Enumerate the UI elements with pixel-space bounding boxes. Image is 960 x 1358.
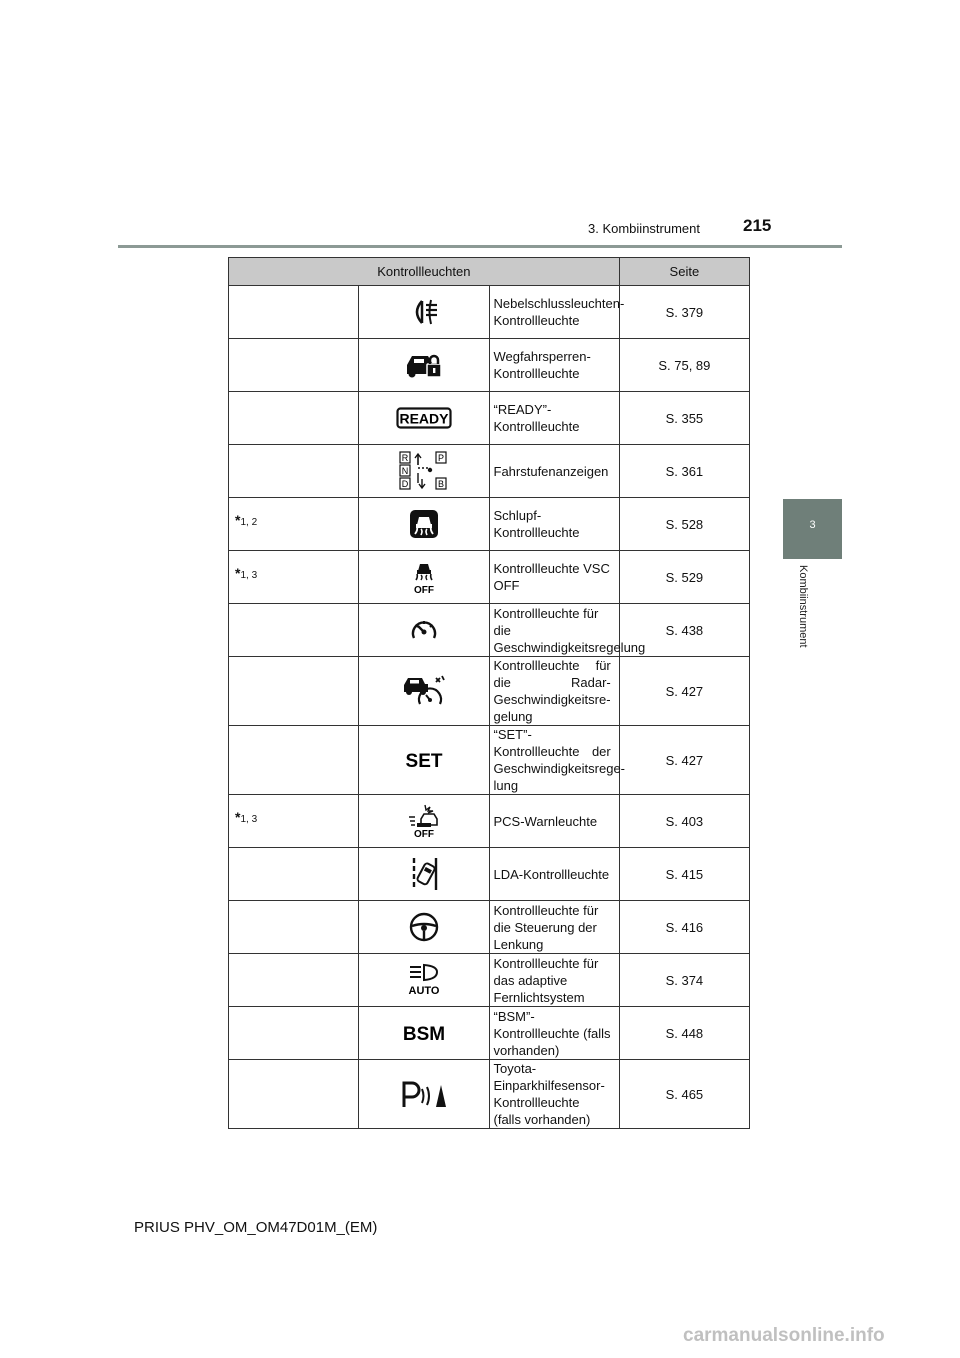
indicator-name: “READY”-Kontrollleuchte <box>489 392 619 445</box>
auto-icon-text: AUTO <box>408 985 440 997</box>
indicator-name: LDA-Kontrollleuchte <box>489 848 619 901</box>
footnote-star: * <box>235 809 241 825</box>
radar-cruise-control-icon <box>402 682 446 697</box>
table-row <box>229 901 750 954</box>
indicator-name: PCS-Warnleuchte <box>489 795 619 848</box>
row-icon-cell <box>359 286 489 339</box>
indicator-name: Kontrollleuchte für das adaptive Fernlichtsystem <box>489 954 619 1007</box>
row-icon-cell <box>359 795 489 848</box>
row-icon-cell <box>359 392 489 445</box>
row-note-cell <box>229 339 359 392</box>
pcs-off-icon-text: OFF <box>413 829 434 839</box>
indicator-name: Kontrollleuchte für die Steuerung der Lenkung <box>489 901 619 954</box>
shift-letter-n: N <box>401 466 409 476</box>
indicator-name: Kontrollleuchte für die Radar-Geschwindigkeitsre-gelung <box>489 657 619 726</box>
footnote-numbers: 1, 3 <box>240 814 258 825</box>
steering-control-icon <box>408 918 440 933</box>
row-note-cell <box>229 1007 359 1060</box>
table-row <box>229 286 750 339</box>
ready-icon <box>396 409 452 427</box>
page-reference: S. 529 <box>619 551 749 604</box>
page-reference: S. 448 <box>619 1007 749 1060</box>
footnote-mark <box>229 551 358 581</box>
indicator-name: Schlupf-Kontrollleuchte <box>489 498 619 551</box>
row-note-cell <box>229 551 359 604</box>
table-row <box>229 604 750 657</box>
table-row <box>229 1060 750 1129</box>
page-reference: S. 75, 89 <box>619 339 749 392</box>
row-icon-cell <box>359 1007 489 1060</box>
page-reference: S. 374 <box>619 954 749 1007</box>
ready-icon-text: READY <box>399 410 449 427</box>
row-note-cell <box>229 392 359 445</box>
shift-letter-d: D <box>401 479 409 489</box>
footnote-mark <box>229 498 358 528</box>
shift-letter-b: B <box>437 479 444 489</box>
row-note-cell <box>229 498 359 551</box>
pcs-warning-icon <box>407 812 441 839</box>
table-row <box>229 657 750 726</box>
row-icon-cell <box>359 604 489 657</box>
table-row <box>229 392 750 445</box>
page-reference: S. 438 <box>619 604 749 657</box>
row-icon-cell <box>359 657 489 726</box>
row-note-cell <box>229 657 359 726</box>
row-icon-cell <box>359 551 489 604</box>
document-code: PRIUS PHV_OM_OM47D01M_(EM) <box>134 1219 378 1236</box>
table-row <box>229 954 750 1007</box>
chapter-tab-label: Kombiinstrument <box>797 565 809 648</box>
indicator-name: Wegfahrsperren-Kontrollleuchte <box>489 339 619 392</box>
slip-indicator-icon <box>409 515 439 530</box>
row-note-cell <box>229 1060 359 1129</box>
row-icon-cell <box>359 445 489 498</box>
row-note-cell <box>229 286 359 339</box>
page-number: 215 <box>743 216 772 235</box>
row-note-cell <box>229 726 359 795</box>
page-reference: S. 355 <box>619 392 749 445</box>
page-reference: S. 361 <box>619 445 749 498</box>
row-icon-cell <box>359 1060 489 1129</box>
indicator-name: Kontrollleuchte für die Geschwindigkeitsregelung <box>489 604 619 657</box>
bsm-icon-text: BSM <box>402 1024 445 1045</box>
header-rule <box>118 245 842 248</box>
row-icon-cell <box>359 954 489 1007</box>
page-reference: S. 403 <box>619 795 749 848</box>
footnote-numbers: 1, 2 <box>240 517 258 528</box>
immobilizer-icon <box>404 356 444 371</box>
row-icon-cell <box>359 848 489 901</box>
rear-fog-light-icon <box>407 303 441 318</box>
page-reference: S. 465 <box>619 1060 749 1129</box>
adaptive-high-beam-icon <box>406 971 442 997</box>
table-body <box>229 286 750 1129</box>
indicator-name: Toyota-Einparkhilfesensor-Kontrollleuchte (falls vorhanden) <box>489 1060 619 1129</box>
row-icon-cell <box>359 726 489 795</box>
indicator-name: “SET”-Kontrollleuchte der Geschwindigkeitsrege-lung <box>489 726 619 795</box>
vsc-off-icon <box>407 568 441 595</box>
page-reference: S. 379 <box>619 286 749 339</box>
page-reference: S. 427 <box>619 657 749 726</box>
footnote-numbers: 1, 3 <box>240 570 258 581</box>
header-lights: Kontrollleuchten <box>229 258 620 286</box>
table-row <box>229 339 750 392</box>
table-row <box>229 848 750 901</box>
lda-icon <box>408 865 440 880</box>
indicator-name: Nebelschlussleuchten-Kontrollleuchte <box>489 286 619 339</box>
set-icon-text: SET <box>405 751 443 771</box>
indicator-name: “BSM”-Kontrollleuchte (falls vorhanden) <box>489 1007 619 1060</box>
page-reference: S. 528 <box>619 498 749 551</box>
table-row <box>229 726 750 795</box>
indicator-table <box>228 257 750 1129</box>
row-note-cell <box>229 445 359 498</box>
page-reference: S. 427 <box>619 726 749 795</box>
table-row <box>229 1007 750 1060</box>
row-note-cell <box>229 848 359 901</box>
watermark: carmanualsonline.info <box>683 1325 885 1346</box>
footnote-star: * <box>235 565 241 581</box>
table-row <box>229 445 750 498</box>
indicator-name: Fahrstufenanzeigen <box>489 445 619 498</box>
row-icon-cell <box>359 901 489 954</box>
table-row <box>229 551 750 604</box>
shift-position-icon <box>398 453 450 489</box>
shift-letter-p: P <box>437 453 444 463</box>
chapter-tab-number: 3 <box>809 519 816 531</box>
cruise-control-icon <box>408 621 440 636</box>
header-page: Seite <box>619 258 749 286</box>
table-header-row <box>229 258 750 286</box>
footnote-mark <box>229 795 358 825</box>
page-reference: S. 415 <box>619 848 749 901</box>
row-note-cell <box>229 954 359 1007</box>
footnote-star: * <box>235 512 241 528</box>
row-note-cell <box>229 901 359 954</box>
row-icon-cell <box>359 339 489 392</box>
set-icon <box>404 751 444 771</box>
row-icon-cell <box>359 498 489 551</box>
shift-letter-r: R <box>401 453 409 463</box>
header-section-title: 3. Kombiinstrument <box>588 221 700 236</box>
bsm-icon <box>400 1024 448 1045</box>
parking-sensor-icon <box>400 1085 448 1100</box>
indicator-name: Kontrollleuchte VSC OFF <box>489 551 619 604</box>
table-row <box>229 498 750 551</box>
row-note-cell <box>229 604 359 657</box>
table-row <box>229 795 750 848</box>
vsc-off-icon-text: OFF <box>413 585 434 595</box>
row-note-cell <box>229 795 359 848</box>
chapter-tab <box>783 499 842 559</box>
page-reference: S. 416 <box>619 901 749 954</box>
